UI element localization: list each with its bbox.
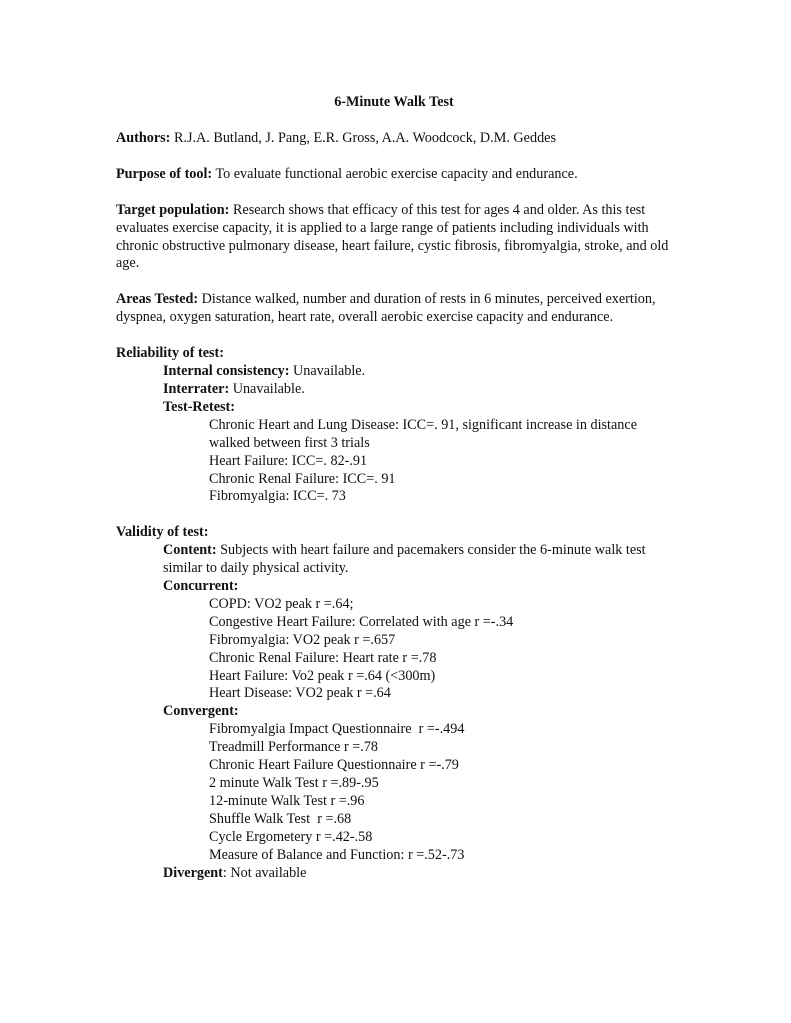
list-item: Measure of Balance and Function: r =.52-.73 bbox=[209, 846, 465, 863]
list-item: Shuffle Walk Test r =.68 bbox=[209, 810, 352, 827]
areas-label: Areas Tested: bbox=[116, 291, 199, 308]
validity-section bbox=[116, 524, 676, 882]
list-item: Fibromyalgia: VO2 peak r =.657 bbox=[209, 631, 396, 648]
purpose-value: To evaluate functional aerobic exercise capacity and endurance. bbox=[212, 165, 578, 182]
interrater-line bbox=[116, 381, 676, 399]
divergent-label: Divergent bbox=[163, 864, 223, 881]
target-label: Target population: bbox=[116, 201, 230, 218]
document-title: 6-Minute Walk Test bbox=[334, 94, 454, 110]
target-population bbox=[116, 202, 676, 274]
document-body bbox=[116, 94, 676, 882]
test-retest-label: Test-Retest: bbox=[163, 398, 235, 415]
internal-consistency-line bbox=[116, 363, 676, 381]
list-item: Heart Failure: ICC=. 82-.91 bbox=[209, 452, 368, 469]
list-item: Heart Failure: Vo2 peak r =.64 (<300m) bbox=[209, 667, 436, 684]
list-item: 2 minute Walk Test r =.89-.95 bbox=[209, 775, 379, 791]
authors-value: R.J.A. Butland, J. Pang, E.R. Gross, A.A. Woodcock, D.M. Geddes bbox=[170, 129, 556, 146]
purpose-label: Purpose of tool: bbox=[116, 165, 213, 182]
list-item: Cycle Ergometery r =.42-.58 bbox=[209, 828, 373, 845]
list-item: Heart Disease: VO2 peak r =.64 bbox=[209, 685, 391, 702]
list-item: Fibromyalgia Impact Questionnaire r =-.494 bbox=[209, 721, 465, 738]
divergent-value: : Not available bbox=[222, 864, 307, 881]
list-item: Treadmill Performance r =.78 bbox=[209, 739, 379, 756]
purpose-line bbox=[116, 166, 676, 184]
interrater-label: Interrater: bbox=[163, 380, 230, 397]
list-item: Chronic Heart and Lung Disease: ICC=. 91, significant increase in distance walked between first 3 trials bbox=[209, 416, 637, 451]
interrater-value: Unavailable. bbox=[229, 380, 305, 397]
validity-heading: Validity of test: bbox=[116, 524, 209, 541]
content-validity-line bbox=[116, 542, 676, 578]
list-item: 12-minute Walk Test r =.96 bbox=[209, 792, 365, 809]
list-item: Chronic Heart Failure Questionnaire r =-.79 bbox=[209, 757, 459, 774]
list-item: Fibromyalgia: ICC=. 73 bbox=[209, 488, 346, 505]
convergent-heading bbox=[116, 703, 676, 721]
authors-label: Authors: bbox=[116, 129, 171, 146]
divergent-line bbox=[116, 865, 676, 883]
areas-tested bbox=[116, 291, 676, 327]
concurrent-label: Concurrent: bbox=[163, 578, 239, 595]
internal-value: Unavailable. bbox=[289, 363, 366, 380]
list-item: Congestive Heart Failure: Correlated with age r =-.34 bbox=[209, 613, 514, 630]
list-item: Chronic Renal Failure: Heart rate r =.78 bbox=[209, 649, 437, 666]
concurrent-heading bbox=[116, 578, 676, 596]
content-label: Content: bbox=[163, 542, 217, 559]
authors-line bbox=[116, 130, 676, 148]
convergent-label: Convergent: bbox=[163, 703, 239, 720]
content-value: Subjects with heart failure and pacemakers consider the 6-minute walk test similar to daily physical activity. bbox=[163, 542, 646, 577]
reliability-heading: Reliability of test: bbox=[116, 345, 224, 362]
internal-label: Internal consistency: bbox=[163, 363, 290, 380]
test-retest-heading bbox=[116, 399, 676, 417]
list-item: Chronic Renal Failure: ICC=. 91 bbox=[209, 470, 396, 487]
list-item: COPD: VO2 peak r =.64; bbox=[209, 595, 354, 612]
reliability-section bbox=[116, 345, 676, 506]
areas-value: Distance walked, number and duration of rests in 6 minutes, perceived exertion, dyspnea, oxygen saturation, heart rate, overall aerobic exercise capacity and endurance. bbox=[116, 291, 656, 326]
target-value: Research shows that efficacy of this test for ages 4 and older. As this test evaluates exercise capacity, it is applied to a large range of patients including individuals with chronic obstructive pulmonary disease, heart failure, cystic fibrosis, fibromyalgia, stroke, and old age. bbox=[116, 201, 669, 272]
